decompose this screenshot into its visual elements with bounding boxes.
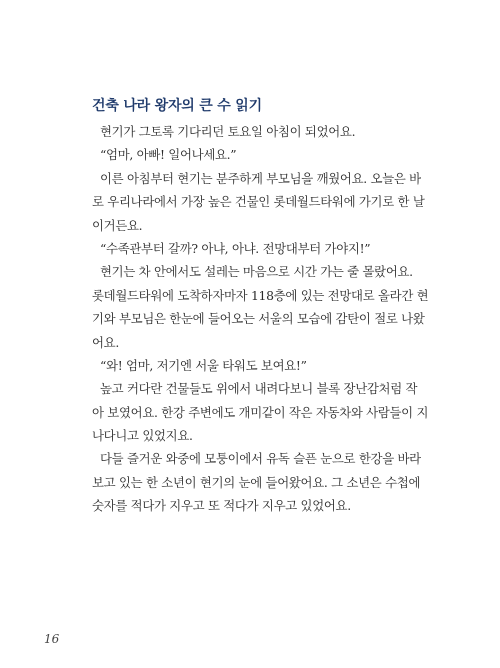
text-line: 현기가 그토록 기다리던 토요일 아침이 되었어요. (100, 124, 356, 139)
text-line: 롯데월드타워에 도착하자마자 118층에 있는 전망대로 올라간 현 (92, 287, 429, 303)
text-line: 높고 커다란 건물들도 위에서 내려다보니 블록 장난감처럼 작 (100, 381, 418, 397)
text-line: 보고 있는 한 소년이 현기의 눈에 들어왔어요. 그 소년은 수첩에 (92, 474, 421, 490)
page-number: 16 (44, 632, 60, 646)
text-line: 이거든요. (92, 217, 143, 233)
text-line: 로 우리나라에서 가장 높은 건물인 롯데월드타워에 가기로 한 날 (92, 194, 425, 210)
text-line: 숫자를 적다가 지우고 또 적다가 지우고 있었어요. (92, 498, 351, 514)
text-line: 기와 부모님은 한눈에 들어오는 서울의 모습에 감탄이 절로 나왔 (92, 311, 425, 327)
section-heading: 건축 나라 왕자의 큰 수 읽기 (92, 98, 262, 114)
text-line: “와! 엄마, 저기엔 서울 타워도 보여요!” (100, 357, 307, 373)
text-line: 이른 아침부터 현기는 분주하게 부모님을 깨웠어요. 오늘은 바 (100, 170, 421, 186)
text-line: “엄마, 아빠! 일어나세요.” (100, 147, 237, 163)
text-line: 현기는 차 안에서도 설레는 마음으로 시간 가는 줄 몰랐어요. (100, 264, 413, 280)
body-text (92, 120, 429, 518)
text-line: 아 보였어요. 한강 주변에도 개미같이 작은 자동차와 사람들이 지 (92, 404, 429, 420)
text-line: 나다니고 있었지요. (92, 428, 193, 444)
text-line: 어요. (92, 334, 119, 350)
text-line: “수족관부터 갈까? 아냐, 아냐. 전망대부터 가야지!” (100, 240, 371, 256)
text-line: 다들 즐거운 와중에 모퉁이에서 유독 슬픈 눈으로 한강을 바라 (100, 451, 421, 467)
